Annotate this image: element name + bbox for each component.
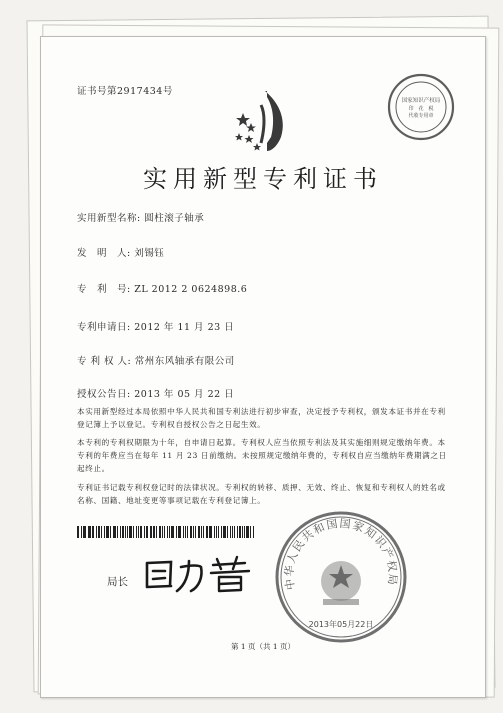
barcode-bar [144,526,145,538]
barcode-bar [201,526,202,538]
barcode-bar [230,526,231,538]
inventor-label: 发 明 人: [77,248,131,259]
paragraph-examination: 本实用新型经过本局依照中华人民共和国专利法进行初步审查，决定授予专利权，颁发本证书并在专利登记簿上予以登记。专利权自授权公告之日起生效。 [77,407,446,429]
patentee-value: 常州东风轴承有限公司 [134,356,235,367]
barcode-bar [120,526,121,538]
svg-text:2013年05月22日: 2013年05月22日 [308,620,374,629]
inventor-value: 刘锡钰 [134,248,165,259]
barcode-bar [185,526,186,538]
utility-model-name-row [77,210,204,224]
barcode-bar [88,526,91,538]
barcode-bar [127,526,128,538]
barcode-bar [242,526,243,538]
director-label: 局长 [107,576,128,588]
barcode-bar [96,526,97,538]
barcode-bar [190,526,192,538]
barcode-bar [140,526,142,538]
patent-number-row [77,281,247,295]
barcode-bar [218,526,219,538]
barcode-bar [92,526,93,538]
barcode-bar [164,526,165,538]
paragraph-legal-status: 专利证书记载专利权登记时的法律状况。专利权的转移、质押、无效、终止、恢复和专利权人的姓名或名称、国籍、地址变更等事项记载在专利登记簿上。 [77,483,446,505]
barcode-bar [83,526,84,538]
barcode-bar [150,526,152,538]
patentee-row [77,353,235,367]
svg-text:印 花 税: 印 花 税 [408,106,434,112]
barcode-bar [206,526,208,538]
filing-date-label: 专利申请日: [77,322,131,333]
barcode-bar [104,526,105,538]
barcode-bar [209,526,210,538]
barcode-bar [239,526,241,538]
barcode-bar [101,526,103,538]
barcode-bar [113,526,114,538]
barcode-bar [106,526,109,538]
barcode-bar [159,526,161,538]
barcode-bar [179,526,181,538]
certificate-number [77,83,173,97]
barcode-bar [122,526,124,538]
barcode-bar [81,526,82,538]
patent-no-value: ZL 2012 2 0624898.6 [134,284,248,295]
cert-no-value: 2917434 [117,86,163,97]
utility-name-label: 实用新型名称: [77,213,141,224]
small-seal-icon [386,72,456,142]
filing-date-value: 2012 年 11 月 23 日 [134,322,235,333]
certificate-title: 实用新型专利证书 [143,165,383,193]
patent-office-emblem-icon [231,87,301,153]
barcode-bar [246,526,249,538]
barcode-bar [138,526,139,538]
barcode-bar [129,526,132,538]
barcode-bar [136,526,137,538]
barcode-bar [114,526,116,538]
cert-no-label: 证书号第 [77,86,118,97]
barcode-bar [232,526,234,538]
barcode-bar [146,526,147,538]
barcode-bar [93,526,94,538]
barcode-bar [147,526,148,538]
barcode-bar [203,526,204,538]
cert-no-suffix: 号 [162,86,173,97]
paragraph-term-and-fees: 本专利的专利权期限为十年，自申请日起算。专利权人应当依照专利法及其实施细则规定缴纳年费。本专利的年费应当在每年 11 月 23 日前缴纳。未按照规定缴纳年费的，专利权自应当缴纳年费期满之日起终止。 [77,438,447,473]
barcode-bar [153,526,156,538]
barcode-bar [167,526,169,538]
barcode-bar [183,526,184,538]
barcode-bar [98,526,100,538]
barcode-bar [244,526,245,538]
barcode-bar [195,526,196,538]
certificate-page [40,36,486,698]
barcode-bar [178,526,179,538]
barcode-bar [214,526,215,538]
barcode-bar [210,526,212,538]
barcode-bar [250,526,251,538]
barcode-bar [221,526,223,538]
barcode-bar [223,526,226,538]
svg-text:国家知识产权局: 国家知识产权局 [401,98,441,104]
svg-text:代收专用章: 代收专用章 [408,113,434,119]
barcode-bar [227,526,228,538]
barcode-bar [253,526,255,538]
svg-text:中华人民共和国国家知识产权局: 中华人民共和国国家知识产权局 [282,516,400,591]
office-seal-icon [273,509,409,645]
patentee-label: 专 利 权 人: [77,356,132,367]
barcode-bar [84,526,86,538]
director-signature [141,553,259,595]
barcode-bar [156,526,157,538]
barcode-bar [176,526,177,538]
barcode-bar [162,526,163,538]
barcode-bar [237,526,238,538]
barcode-bar [234,526,235,538]
barcode-bar [125,526,126,538]
barcode-bar [216,526,217,538]
page-footer: 第 1 页（共 1 页） [230,642,296,651]
barcode-bar [193,526,194,538]
grant-date-row [77,386,234,400]
grant-date-label: 授权公告日: [77,389,131,400]
barcode-bar [110,526,111,538]
utility-name-value: 圆柱滚子轴承 [144,213,205,224]
inventor-row [77,245,164,259]
barcode-bar [169,526,170,538]
barcode [77,526,255,538]
barcode-bar [198,526,201,538]
filing-date-row [77,319,234,333]
barcode-bar [187,526,189,538]
barcode-bar [133,526,135,538]
barcode-bar [117,526,118,538]
grant-date-value: 2013 年 05 月 22 日 [134,389,235,400]
patent-no-label: 专 利 号: [77,284,131,295]
barcode-bar [77,526,79,538]
barcode-bar [171,526,174,538]
